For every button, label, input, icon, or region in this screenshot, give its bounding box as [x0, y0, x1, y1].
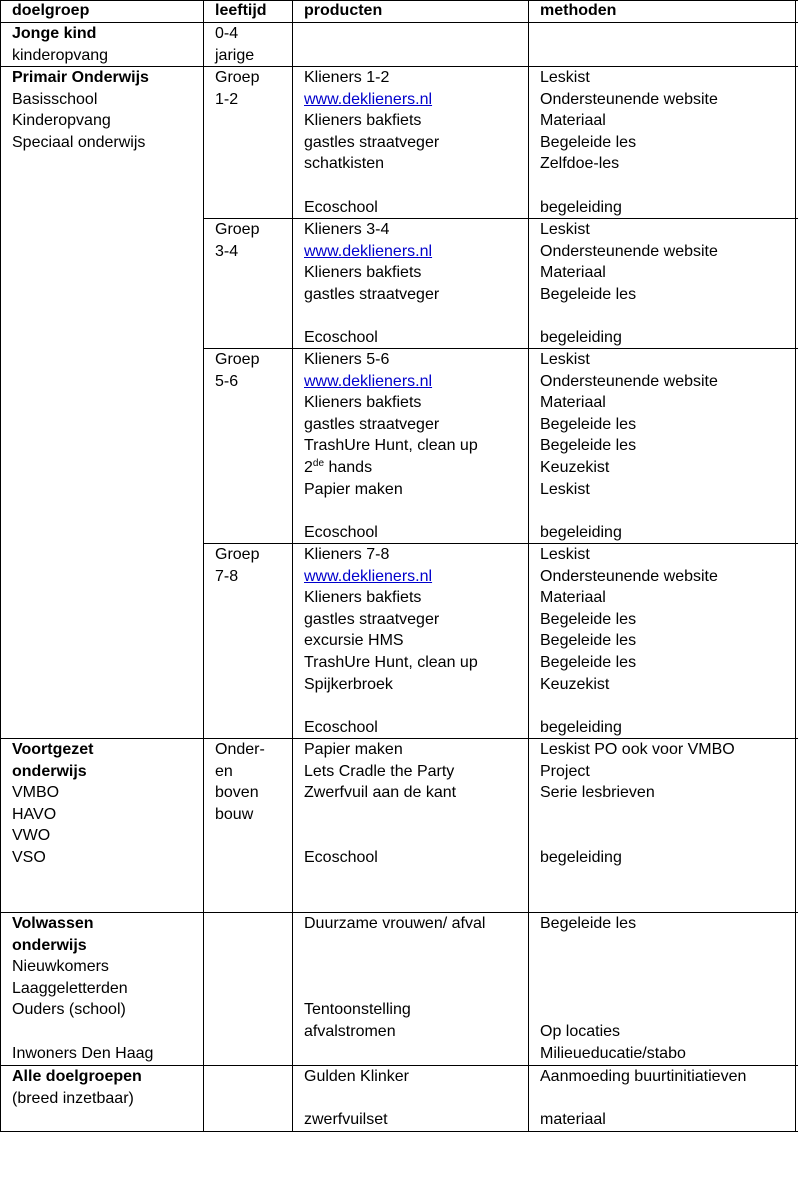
cell-line: Aanmoeding buurtinitiatieven	[540, 1068, 747, 1085]
cell-line: zwerfvuilset	[304, 1111, 388, 1129]
producten-cell	[304, 1066, 409, 1131]
doelgroep-cell	[12, 1066, 142, 1109]
cell-line: Ondersteunende website	[540, 90, 718, 108]
leeftijd-cell	[215, 219, 259, 262]
cell-line: Leskist PO ook voor VMBO	[540, 741, 735, 758]
cell-line: Begeleide les	[540, 437, 637, 455]
cell-line	[540, 804, 735, 826]
cell-line: Spijkerbroek	[304, 675, 393, 693]
cell-line: Klieners 5-6	[304, 351, 390, 368]
cell-line: boven	[215, 784, 259, 802]
cell-line	[304, 956, 485, 978]
cell-line: Klieners bakfiets	[304, 394, 422, 412]
cell-line: Groep	[215, 69, 260, 86]
cell-line: Op locaties	[540, 1022, 621, 1040]
cell-line[interactable]	[304, 371, 478, 393]
cell-line: gastles straatveger	[304, 415, 440, 433]
cell-line: Begeleide les	[540, 632, 637, 650]
cell-line: VWO	[12, 827, 51, 845]
cell-line: Milieueducatie/stabo	[540, 1044, 686, 1062]
cell-line: Laaggeletterden	[12, 979, 128, 997]
producten-cell	[304, 67, 439, 218]
cell-line: gastles straatveger	[304, 133, 440, 151]
cell-line: Zwerfvuil aan de kant	[304, 784, 457, 802]
cell-line	[304, 935, 485, 957]
cell-line: begeleiding	[540, 718, 622, 736]
cell-line: Begeleide les	[540, 415, 637, 433]
cell-line: Project	[540, 762, 590, 780]
cell-line: 3-4	[215, 242, 239, 260]
website-link[interactable]: www.deklieners.nl	[304, 567, 433, 585]
cell-line: Begeleide les	[540, 133, 637, 151]
cell-line: Klieners 1-2	[304, 69, 390, 86]
leeftijd-cell	[215, 349, 259, 392]
leeftijd-cell	[215, 544, 259, 587]
website-link[interactable]: www.deklieners.nl	[304, 372, 433, 390]
cell-line	[304, 175, 439, 197]
cell-line: Gulden Klinker	[304, 1068, 409, 1085]
cell-line	[304, 804, 456, 826]
cell-line: Primair Onderwijs	[12, 69, 149, 86]
cell-line: Duurzame vrouwen/ afval	[304, 915, 486, 932]
cell-line: TrashUre Hunt, clean up	[304, 653, 478, 671]
cell-line[interactable]	[304, 89, 439, 111]
doelgroep-cell	[12, 23, 108, 66]
cell-line: onderwijs	[12, 762, 87, 780]
cell-line: schatkisten	[304, 155, 385, 173]
cell-line: en	[215, 762, 233, 780]
website-link[interactable]: www.deklieners.nl	[304, 90, 433, 108]
cell-line: (breed inzetbaar)	[12, 1089, 134, 1107]
cell-line: excursie HMS	[304, 632, 404, 650]
cell-line: Tentoonstelling	[304, 1001, 411, 1019]
leeftijd-cell	[215, 67, 259, 110]
methoden-cell	[540, 349, 718, 543]
cell-line	[540, 825, 735, 847]
cell-line: Materiaal	[540, 589, 606, 607]
cell-line: Klieners bakfiets	[304, 264, 422, 282]
cell-line: Leskist	[540, 351, 590, 368]
cell-line	[12, 1021, 153, 1043]
cell-line	[304, 1088, 409, 1110]
cell-line: Groep	[215, 221, 260, 238]
cell-line: begeleiding	[540, 523, 622, 541]
cell-line	[540, 305, 718, 327]
cell-line	[540, 175, 718, 197]
cell-line: Keuzekist	[540, 458, 610, 476]
cell-line: Jonge kind	[12, 25, 97, 42]
cell-line: Groep	[215, 351, 260, 368]
cell-line: Serie lesbrieven	[540, 784, 655, 802]
header-doelgroep: doelgroep	[12, 2, 90, 19]
cell-line: Leskist	[540, 69, 590, 86]
cell-line	[304, 978, 485, 1000]
cell-line: Ecoschool	[304, 718, 378, 736]
cell-line	[540, 956, 686, 978]
cell-line: Voortgezet	[12, 741, 94, 758]
cell-line: begeleiding	[540, 328, 622, 346]
website-link[interactable]: www.deklieners.nl	[304, 242, 433, 260]
cell-line: Klieners 7-8	[304, 546, 390, 563]
cell-line	[304, 695, 478, 717]
cell-line: Volwassen	[12, 915, 94, 932]
doelgroep-cell	[12, 913, 153, 1064]
cell-line: bouw	[215, 805, 254, 823]
cell-line: 7-8	[215, 567, 239, 585]
producten-cell	[304, 739, 456, 869]
cell-line: gastles straatveger	[304, 285, 440, 303]
cell-line: 1-2	[215, 90, 239, 108]
cell-line: gastles straatveger	[304, 610, 440, 628]
cell-line: Materiaal	[540, 394, 606, 412]
doelgroep-cell	[12, 67, 149, 153]
cell-line: afvalstromen	[304, 1022, 396, 1040]
cell-line: VSO	[12, 848, 46, 866]
cell-line: 2de hands	[304, 457, 373, 476]
header-methoden: methoden	[540, 2, 617, 19]
cell-line	[540, 1088, 746, 1110]
cell-line: TrashUre Hunt, clean up	[304, 437, 478, 455]
cell-line: Begeleide les	[540, 915, 637, 932]
cell-line: begeleiding	[540, 198, 622, 216]
cell-line: Ecoschool	[304, 328, 378, 346]
cell-line	[304, 305, 439, 327]
cell-line: Alle doelgroepen	[12, 1068, 142, 1085]
cell-line: 5-6	[215, 372, 239, 390]
cell-line: Leskist	[540, 546, 590, 563]
methoden-cell	[540, 219, 718, 349]
cell-line: Nieuwkomers	[12, 958, 109, 976]
cell-line: Ondersteunende website	[540, 372, 718, 390]
methoden-cell	[540, 544, 718, 738]
cell-line: Kinderopvang	[12, 112, 111, 130]
cell-line: Materiaal	[540, 264, 606, 282]
methoden-cell	[540, 739, 735, 869]
doelgroep-cell	[12, 739, 93, 869]
cell-line: Ondersteunende website	[540, 567, 718, 585]
cell-line: Papier maken	[304, 741, 403, 758]
methoden-cell	[540, 913, 686, 1064]
cell-line	[540, 935, 686, 957]
cell-line: materiaal	[540, 1111, 606, 1129]
cell-line[interactable]	[304, 241, 439, 263]
cell-line: Begeleide les	[540, 610, 637, 628]
cell-line: Ecoschool	[304, 198, 378, 216]
cell-line: HAVO	[12, 805, 57, 823]
methoden-cell	[540, 1066, 746, 1131]
cell-line: Leskist	[540, 480, 590, 498]
cell-line: kinderopvang	[12, 46, 109, 64]
cell-line: Begeleide les	[540, 653, 637, 671]
cell-line	[304, 500, 478, 522]
cell-line	[540, 695, 718, 717]
cell-line: VMBO	[12, 784, 60, 802]
cell-line[interactable]	[304, 566, 478, 588]
header-leeftijd: leeftijd	[215, 2, 267, 19]
cell-line: Lets Cradle the Party	[304, 762, 455, 780]
cell-line: Zelfdoe-les	[540, 155, 620, 173]
cell-line: Inwoners Den Haag	[12, 1044, 154, 1062]
cell-line: Ecoschool	[304, 523, 378, 541]
producten-cell	[304, 544, 478, 738]
cell-line: Groep	[215, 546, 260, 563]
cell-line: Ouders (school)	[12, 1001, 126, 1019]
cell-line	[540, 999, 686, 1021]
cell-line	[304, 825, 456, 847]
cell-line: Ecoschool	[304, 848, 378, 866]
cell-line: Basisschool	[12, 90, 98, 108]
cell-line: Papier maken	[304, 480, 403, 498]
cell-line: Speciaal onderwijs	[12, 133, 146, 151]
cell-line: Materiaal	[540, 112, 606, 130]
cell-line: 0-4	[215, 25, 239, 42]
cell-line: Keuzekist	[540, 675, 610, 693]
cell-line: jarige	[215, 46, 255, 64]
cell-line: Klieners 3-4	[304, 221, 390, 238]
cell-line: onderwijs	[12, 936, 87, 954]
cell-line: Klieners bakfiets	[304, 112, 422, 130]
leeftijd-cell	[215, 739, 265, 825]
producten-cell	[304, 219, 439, 349]
methoden-cell	[540, 67, 718, 218]
cell-line: begeleiding	[540, 848, 622, 866]
cell-line: Leskist	[540, 221, 590, 238]
leeftijd-cell	[215, 23, 254, 66]
cell-line: Ondersteunende website	[540, 242, 718, 260]
cell-line: Onder-	[215, 741, 265, 758]
cell-line	[540, 978, 686, 1000]
producten-cell	[304, 913, 485, 1043]
header-producten: producten	[304, 2, 383, 19]
cell-line: Begeleide les	[540, 285, 637, 303]
cell-line: Klieners bakfiets	[304, 589, 422, 607]
cell-line	[540, 500, 718, 522]
producten-cell	[304, 349, 478, 543]
